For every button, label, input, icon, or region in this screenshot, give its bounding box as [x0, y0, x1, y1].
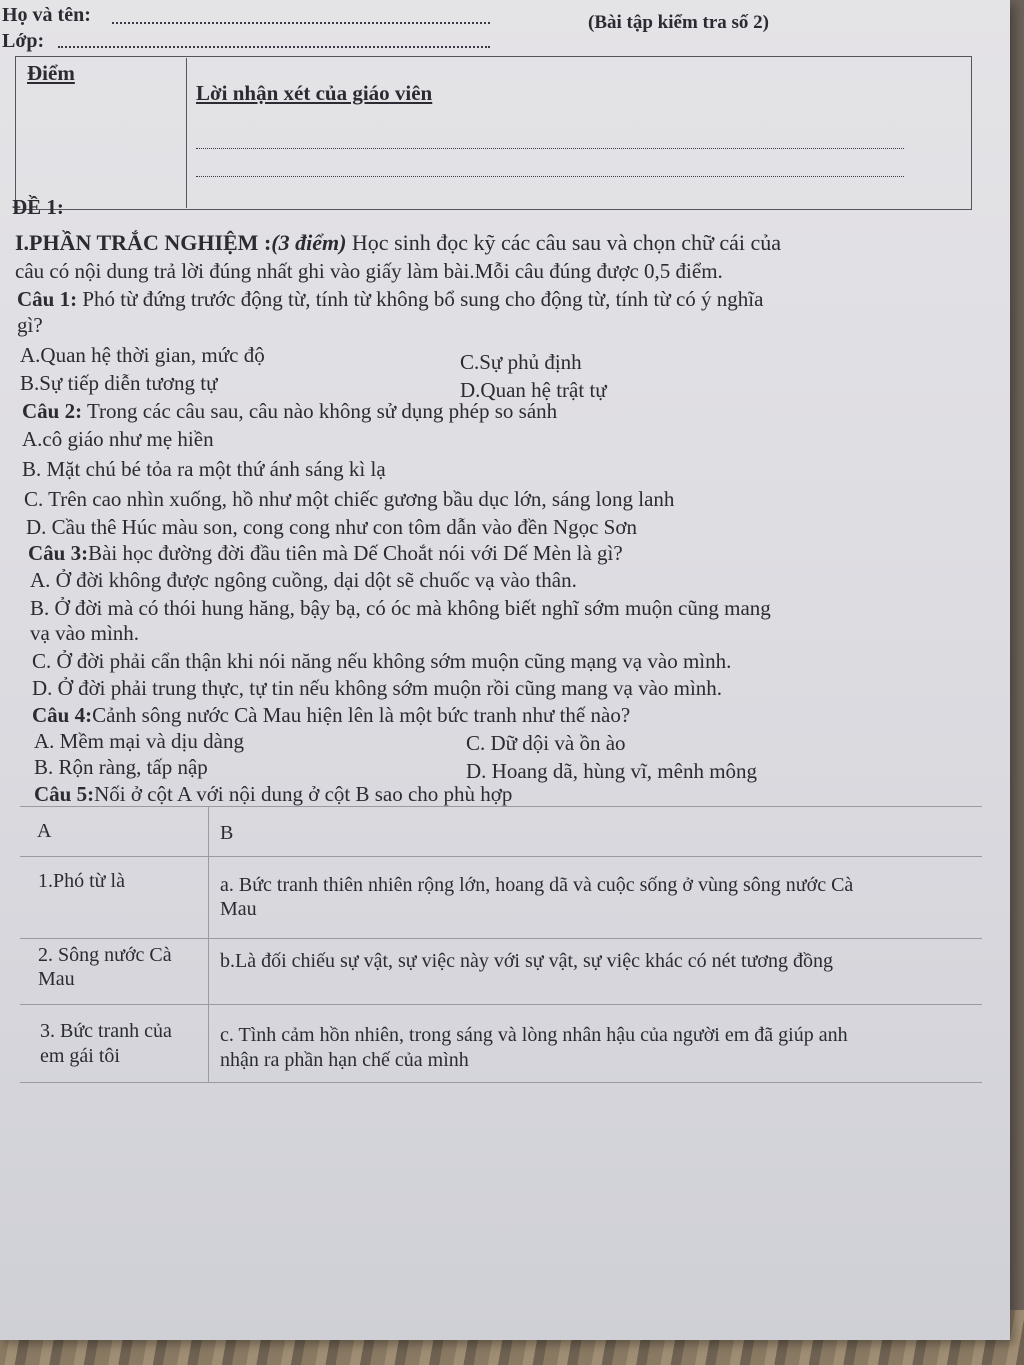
question-1 — [17, 286, 763, 312]
q3-option-a: A. Ở đời không được ngông cuồng, dại dột sẽ chuốc vạ vào thân. — [30, 568, 577, 592]
q2-option-a: A.cô giáo như mẹ hiền — [22, 427, 214, 451]
question-3-text: Bài học đường đời đầu tiên mà Dế Choắt nói với Dế Mèn là gì? — [88, 541, 623, 565]
question-2-label: Câu 2: — [22, 399, 83, 423]
match-table-row-line-2 — [20, 1004, 982, 1005]
question-1-label: Câu 1: — [17, 287, 78, 311]
q1-option-c: C.Sự phủ định — [460, 350, 582, 374]
question-1-text: Phó từ đứng trước động từ, tính từ không bổ sung cho động từ, tính từ có ý nghĩa — [77, 287, 764, 311]
match-table-header-line — [20, 856, 982, 857]
q3-option-c: C. Ở đời phải cẩn thận khi nói năng nếu không sớm muộn cũng mạng vạ vào mình. — [32, 649, 732, 673]
question-4-text: Cảnh sông nước Cà Mau hiện lên là một bức tranh như thế nào? — [92, 703, 631, 727]
class-blank — [58, 46, 490, 48]
match-row-1-a: 1.Phó từ là — [38, 870, 125, 892]
section-heading — [15, 230, 781, 256]
test-label: (Bài tập kiểm tra số 2) — [588, 12, 770, 33]
match-table-row-line-1 — [20, 938, 982, 939]
q4-option-b: B. Rộn ràng, tấp nập — [34, 755, 208, 779]
q2-option-d: D. Cầu thê Húc màu son, cong cong như con tôm dẫn vào đền Ngọc Sơn — [26, 515, 637, 539]
match-row-1-b-cont: Mau — [220, 898, 257, 920]
question-2 — [22, 398, 557, 424]
match-row-3-a-cont: em gái tôi — [40, 1045, 120, 1067]
q3-option-b: B. Ở đời mà có thói hung hăng, bậy bạ, có óc mà không biết nghĩ sớm muộn cũng mang — [30, 596, 771, 620]
match-row-2-a-cont: Mau — [38, 968, 75, 990]
question-2-text: Trong các câu sau, câu nào không sử dụng phép so sánh — [82, 399, 558, 423]
class-label: Lớp: — [2, 30, 45, 52]
name-label: Họ và tên: — [2, 4, 91, 26]
q1-option-b: B.Sự tiếp diễn tương tự — [20, 371, 218, 395]
teacher-comment-label: Lời nhận xét của giáo viên — [196, 81, 433, 105]
comment-line-1 — [196, 148, 904, 149]
q2-option-c: C. Trên cao nhìn xuống, hồ như một chiếc gương bầu dục lớn, sáng long lanh — [24, 487, 675, 511]
question-5-label: Câu 5: — [34, 782, 95, 806]
instruction-line-1: Học sinh đọc kỹ các câu sau và chọn chữ cái của — [346, 230, 782, 255]
q3-option-b-cont: vạ vào mình. — [30, 621, 140, 645]
score-label: Điểm — [27, 61, 75, 85]
grade-box — [15, 56, 972, 210]
comment-line-2 — [196, 176, 904, 177]
match-table-top-line — [20, 806, 982, 807]
question-3-label: Câu 3: — [28, 541, 89, 565]
match-col-a-header: A — [37, 820, 52, 842]
exam-code: ĐỀ 1: — [12, 195, 64, 219]
q1-option-a: A.Quan hệ thời gian, mức độ — [20, 343, 265, 367]
q4-option-a: A. Mềm mại và dịu dàng — [34, 729, 244, 753]
match-row-3-a: 3. Bức tranh của — [40, 1020, 172, 1042]
match-table-divider — [208, 806, 209, 1082]
q3-option-d: D. Ở đời phải trung thực, tự tin nếu không sớm muộn rồi cũng mang vạ vào mình. — [32, 676, 723, 700]
q2-option-b: B. Mặt chú bé tỏa ra một thứ ánh sáng kì lạ — [22, 457, 386, 481]
question-5 — [34, 781, 512, 807]
question-1-text-cont: gì? — [17, 313, 43, 337]
grade-box-divider — [186, 58, 187, 208]
match-row-3-b: c. Tình cảm hồn nhiên, trong sáng và lòng nhân hậu của người em đã giúp anh — [220, 1024, 848, 1046]
match-row-2-a: 2. Sông nước Cà — [38, 944, 172, 966]
match-row-1-b: a. Bức tranh thiên nhiên rộng lớn, hoang dã và cuộc sống ở vùng sông nước Cà — [220, 874, 854, 896]
question-3 — [28, 540, 623, 566]
question-4 — [32, 702, 630, 728]
match-row-3-b-cont: nhận ra phần hạn chế của mình — [220, 1049, 469, 1071]
question-4-label: Câu 4: — [32, 703, 93, 727]
question-5-text: Nối ở cột A với nội dung ở cột B sao cho phù hợp — [94, 782, 513, 806]
q4-option-c: C. Dữ dội và ồn ào — [466, 731, 626, 755]
section-title: I.PHẦN TRẮC NGHIỆM : — [15, 230, 272, 255]
match-col-b-header: B — [220, 822, 234, 844]
q4-option-d: D. Hoang dã, hùng vĩ, mênh mông — [466, 759, 758, 783]
match-row-2-b: b.Là đối chiếu sự vật, sự việc này với sự vật, sự việc khác có nét tương đồng — [220, 950, 833, 972]
section-points: (3 điểm) — [271, 230, 347, 255]
match-table-bottom-line — [20, 1082, 982, 1083]
instruction-line-2: câu có nội dung trả lời đúng nhất ghi vào giấy làm bài.Mỗi câu đúng được 0,5 điểm. — [15, 259, 723, 283]
name-blank — [112, 22, 490, 24]
q1-option-d: D.Quan hệ trật tự — [460, 378, 607, 402]
